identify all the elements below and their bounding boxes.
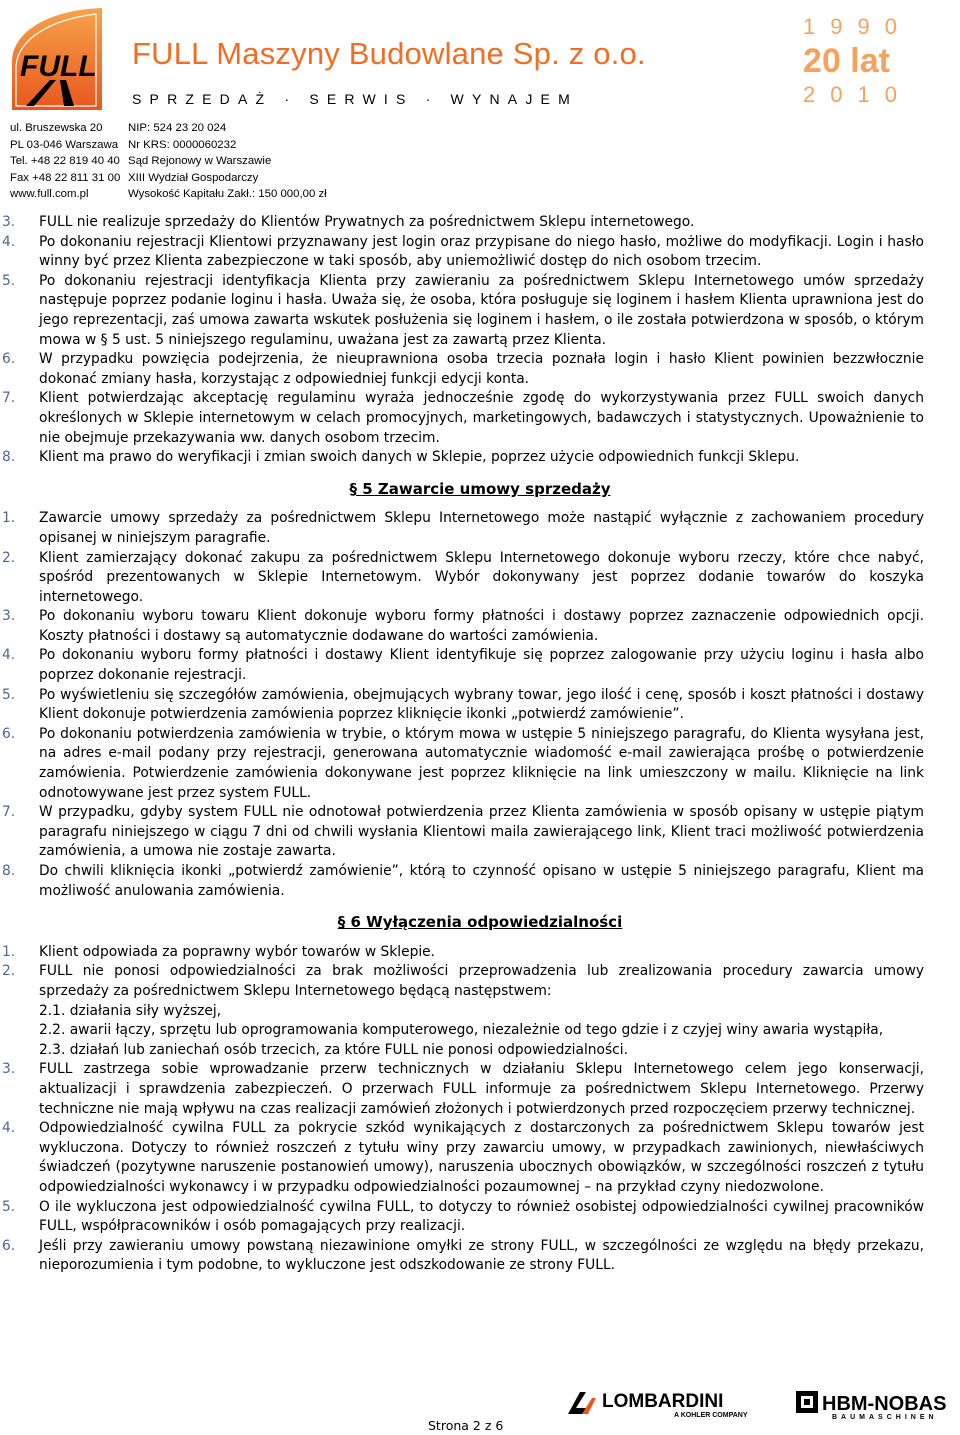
item-text: Klient potwierdzając akceptację regulaminu wyraża jednocześnie zgodę do wykorzystywania przez FULL swoich danych określonych w Sklepie internetowym w celach promocyjnych, marketingowych, badawczych i statystycznych. Upoważnienie to nie obejmuje przekazywania ww. danych osobom trzecim. <box>39 390 924 446</box>
page-number: Strona 2 z 6 <box>428 1418 504 1433</box>
list-item <box>0 943 960 963</box>
contact-line: Wysokość Kapitału Zakł.: 150 000,00 zł <box>128 188 327 200</box>
item-number: 5. <box>2 686 16 703</box>
item-text: Po dokonaniu rejestracji identyfikacja Klienta przy zawieraniu za pośrednictwem Sklepu Internetowego umów sprzedaży następuje poprzez podanie loginu i hasła. Uważa się, że osoba, która posługuje się loginem i hasłem Klienta uprawniona jest do jego reprezentacji, zaś umowa zawarta wskutek posłużenia się loginem i hasłem, o ile została potwierdzona w sposób, o którym mowa w § 5 ust. 5 niniejszego regulaminu, uważana jest za zawartą przez Klienta. <box>39 272 924 348</box>
list-item <box>0 686 960 725</box>
logo-text: FULL <box>20 50 97 83</box>
contact-line: PL 03-046 Warszawa <box>10 138 119 151</box>
item-number: 2. <box>2 549 16 566</box>
anniversary-mark <box>803 14 912 108</box>
item-text: Klient ma prawo do weryfikacji i zmian swoich danych w Sklepie, poprzez użycie odpowiednich funkcji Sklepu. <box>39 449 800 466</box>
list-item <box>0 1060 960 1119</box>
item-text: Po wyświetleniu się szczegółów zamówienia, obejmujących wybrany towar, jego ilość i cenę, sposób i koszt płatności i dostawy Klient dokonuje potwierdzenia zamówienia poprzez kliknięcie ikonki „potwierdź zamówienie”. <box>39 686 924 723</box>
item-text: FULL zastrzega sobie wprowadzanie przerw technicznych w działaniu Sklepu Internetowego celem jego konserwacji, aktualizacji i sprawdzenia zabezpieczeń. O przerwach FULL informuje za pośrednictwem Sklepu Internetowego. Przerwy techniczne nie mają wpływu na czas realizacji zamówień złożonych i potwierdzonych przed rozpoczęciem przerwy technicznej. <box>39 1061 924 1117</box>
item-number: 8. <box>2 863 16 879</box>
contact-line: Tel. +48 22 819 40 40 <box>10 155 120 167</box>
list-item <box>0 549 960 608</box>
item-number: 8. <box>2 449 16 466</box>
list-item <box>0 350 960 389</box>
list-item <box>0 803 960 862</box>
list-item <box>0 389 960 448</box>
anniversary-start-year: 1990 <box>803 14 912 39</box>
full-logo <box>8 6 106 114</box>
item-number: 4. <box>2 1120 16 1137</box>
contact-line: Fax +48 22 811 31 00 <box>10 171 121 184</box>
contact-line: XIII Wydział Gospodarczy <box>128 171 259 184</box>
list-item <box>0 272 960 350</box>
contact-line: Sąd Rejonowy w Warszawie <box>128 155 272 167</box>
item-text: W przypadku, gdyby system FULL nie odnotował potwierdzenia przez Klienta zamówienia w sposób opisany w ustępie piątym paragrafu niniejszego w ciągu 7 dni od chwili wysłania Klientowi maila zawierającego link, Klient traci możliwość potwierdzenia zamówienia, a umowa nie zostaje zawarta. <box>39 804 924 860</box>
item-number: 3. <box>2 608 16 625</box>
item-number: 6. <box>2 1237 16 1254</box>
list-item <box>0 213 960 233</box>
item-number: 5. <box>2 1198 16 1215</box>
item-text: W przypadku powzięcia podejrzenia, że nieuprawniona osoba trzecia poznała login i hasło Klient powinien bezzwłocznie dokonać zmiany hasła, korzystając z odpowiedniej funkcji edycji konta. <box>39 351 924 387</box>
item-text: Jeśli przy zawieraniu umowy powstaną niezawinione omyłki ze strony FULL, w szczególności ze względu na błędy przekazu, nieporozumienia i tym podobne, to wykluczone jest odszkodowanie ze strony FULL. <box>39 1237 924 1274</box>
list-item <box>0 1198 960 1237</box>
item-text: Po dokonaniu wyboru towaru Klient dokonuje wyboru formy płatności i dostawy poprzez zaznaczenie odpowiednich opcji. Koszty płatności i dostawy są automatycznie dodawane do wartości zamówienia. <box>39 608 924 644</box>
list-item <box>0 448 960 468</box>
item-number: 4. <box>2 233 16 250</box>
list-item <box>0 862 960 901</box>
item-number: 2. <box>2 963 16 980</box>
item-text: O ile wykluczona jest odpowiedzialność cywilna FULL, to dotyczy to również osobistej odpowiedzialności cywilnej pracowników FULL, współpracowników i osób pomagających przy realizacji. <box>39 1198 924 1235</box>
hbm-subtext: BAUMASCHINEN <box>832 1414 938 1419</box>
list-item <box>0 725 960 803</box>
contact-line: Nr KRS: 0000060232 <box>128 138 237 151</box>
list-item <box>0 607 960 646</box>
item-text: Do chwili kliknięcia ikonki „potwierdź zamówienie”, którą to czynność opisano w ustępie 5 niniejszego paragrafu, Klient ma możliwość anulowania zamówienia. <box>39 863 924 899</box>
item-text: Klient zamierzający dokonać zakupu za pośrednictwem Sklepu Internetowego dokonuje wyboru rzeczy, które chce nabyć, spośród prezentowanych w Sklepie Internetowym. Wybór dokonywany jest poprzez dodanie towarów do koszyka internetowego. <box>39 549 924 605</box>
item-number: 6. <box>2 351 16 368</box>
lombardini-subtext: A KOHLER COMPANY <box>674 1412 748 1418</box>
item-number: 1. <box>2 510 16 527</box>
page-footer <box>0 1385 960 1435</box>
sub-item: 2.2. awarii łączy, sprzętu lub oprogramowania komputerowego, niezależnie od tego gdzie i z czyjej winy awaria wystąpiła, <box>39 1022 884 1039</box>
item-number: 6. <box>2 725 16 742</box>
item-number: 1. <box>2 943 16 960</box>
sub-item: 2.3. działań lub zaniechań osób trzecich, za które FULL nie ponosi odpowiedzialności. <box>39 1041 628 1058</box>
hbm-text: HBM-NOBAS <box>822 1393 947 1415</box>
item-number: 3. <box>2 214 16 230</box>
item-text: FULL nie ponosi odpowiedzialności za brak możliwości przeprowadzenia lub zrealizowania procedury zawarcia umowy sprzedaży za pośrednictwem Sklepu Internetowego będącą następstwem: <box>39 963 924 999</box>
item-number: 7. <box>2 804 16 821</box>
list-item <box>0 962 960 1001</box>
section-heading: § 6 Wyłączenia odpowiedzialności <box>337 913 623 932</box>
item-text: Klient odpowiada za poprawny wybór towarów w Sklepie. <box>39 943 436 960</box>
item-number: 3. <box>2 1061 16 1078</box>
letterhead <box>0 0 960 205</box>
contact-registry <box>128 120 327 203</box>
item-text: Odpowiedzialność cywilna FULL za pokrycie szkód wynikających z dostarczonych za pośrednictwem Sklepu towarów jest wykluczona. Dotyczy to również roszczeń z tytułu winy przy zawarciu umowy, w przypadkach zawinionych, niewłaściwych świadczeń (pozytywne naruszenie postanowień umowy), naruszenia ubocznych obowiązków, w szczególności roszczeń z tytułu odpowiedzialności wykonawcy i w przypadku odpowiedzialności pozaumownej – na przykład czyny niedozwolone. <box>39 1120 924 1195</box>
lombardini-logo <box>566 1388 752 1418</box>
item-text: Po dokonaniu potwierdzenia zamówienia w trybie, o którym mowa w ustępie 5 niniejszego paragrafu, do Klienta wysyłana jest, na adres e-mail podany przy rejestracji, generowana automatycznie wiadomość e-mail zawierająca prośbę o potwierdzenie zamówienia. Potwierdzenie zamówienia dokonywane jest poprzez kliknięcie na link umieszczony w mailu. Kliknięcie na link odnotowywane jest przez system FULL. <box>39 725 924 801</box>
item-number: 5. <box>2 272 16 289</box>
list-item <box>0 509 960 548</box>
contact-line: www.full.com.pl <box>10 188 89 200</box>
hbm-nobas-logo <box>796 1389 960 1419</box>
lombardini-text: LOMBARDINI <box>602 1391 724 1412</box>
anniversary-end-year: 2010 <box>803 82 912 107</box>
item-number: 4. <box>2 647 16 664</box>
item-number: 7. <box>2 390 16 407</box>
list-item <box>0 646 960 685</box>
item-text: Zawarcie umowy sprzedaży za pośrednictwem Sklepu Internetowego może nastąpić wyłącznie z zachowaniem procedury opisanej w niniejszym paragrafie. <box>39 510 924 546</box>
anniversary-years: 20 lat <box>803 42 890 80</box>
list-item <box>0 1119 960 1197</box>
sub-item: 2.1. działania siły wyższej, <box>39 1002 222 1019</box>
contact-address <box>10 120 120 203</box>
regulations-body <box>0 213 960 1276</box>
section-heading: § 5 Zawarcie umowy sprzedaży <box>349 479 611 498</box>
item-text: Po dokonaniu rejestracji Klientowi przyznawany jest login oraz przypisane do niego hasło, możliwe do modyfikacji. Login i hasło winny być przez Klienta zabezpieczone w taki sposób, aby uniemożliwić dostęp do nich osobom trzecim. <box>39 233 924 270</box>
company-tagline: SPRZEDAŻ · SERWIS · WYNAJEM <box>132 91 578 107</box>
item-text: Po dokonaniu wyboru formy płatności i dostawy Klient identyfikuje się poprzez zalogowanie przy użyciu loginu i hasła albo poprzez dokonanie rejestracji. <box>39 647 924 684</box>
company-name: FULL Maszyny Budowlane Sp. z o.o. <box>132 36 646 71</box>
list-item <box>0 233 960 272</box>
item-text: FULL nie realizuje sprzedaży do Klientów Prywatnych za pośrednictwem Sklepu internetowego. <box>39 214 695 230</box>
list-item <box>0 1237 960 1276</box>
contact-line: NIP: 524 23 20 024 <box>128 122 227 134</box>
contact-line: ul. Bruszewska 20 <box>10 122 103 134</box>
